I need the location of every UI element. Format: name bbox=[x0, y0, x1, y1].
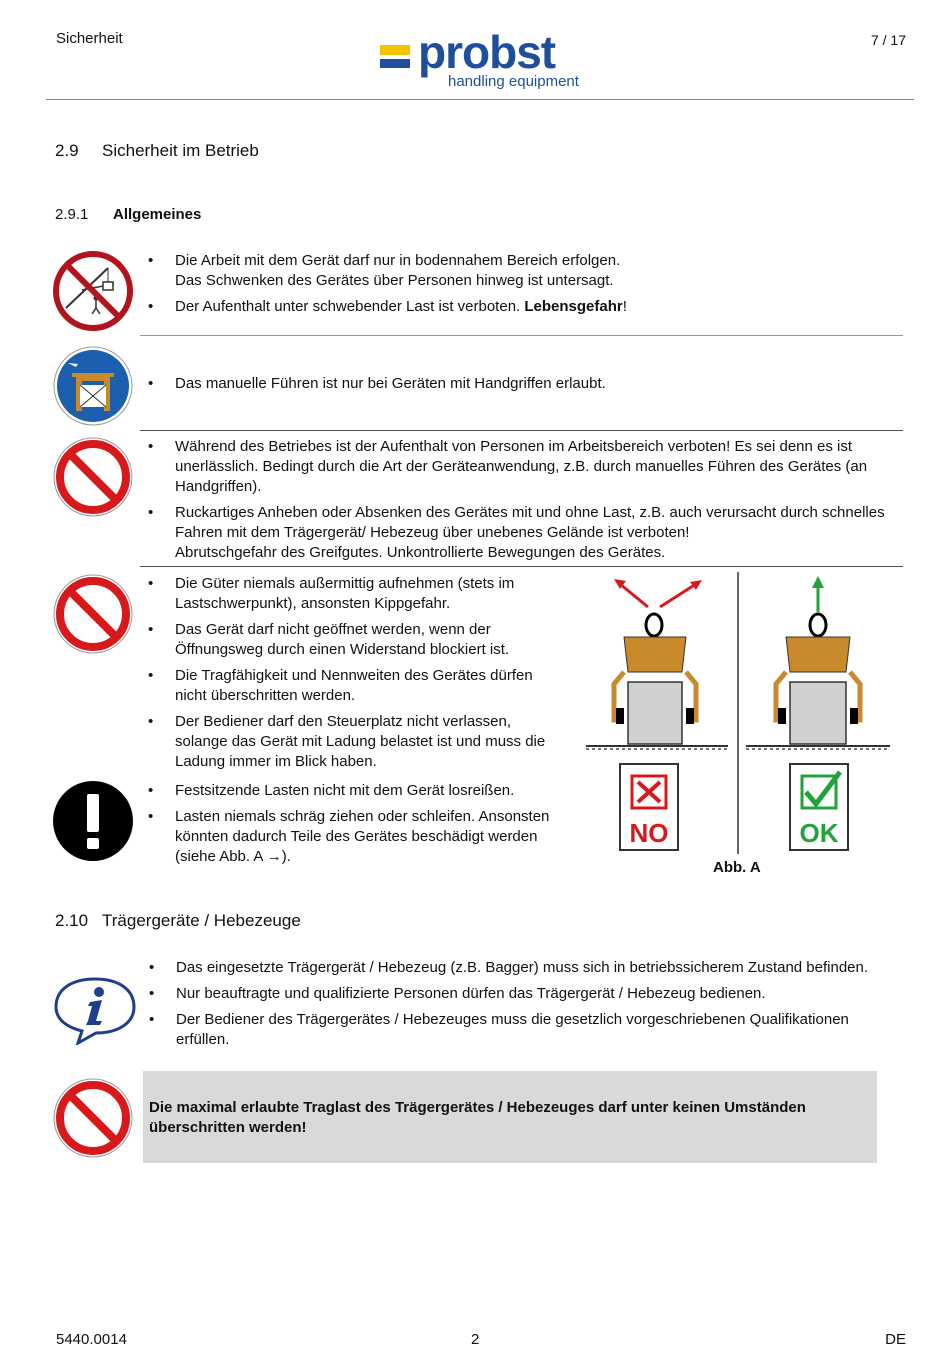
prohibition-icon bbox=[52, 436, 134, 518]
list-item: • Nur beauftragte und qualifizierte Personen dürfen das Trägergerät / Hebezeug bedienen. bbox=[146, 984, 886, 1004]
bullet-list-6 bbox=[146, 958, 886, 1056]
max-load-warning-box bbox=[143, 1071, 877, 1163]
list-item: • Während des Betriebes ist der Aufenthalt von Personen im Arbeitsbereich verboten! Es sei denn es ist unerlässlich. Bedingt durch die Art der Geräteanwendung, z.B. durch manuelles Führen des Gerätes (an Handgriffen). bbox=[145, 437, 905, 497]
list-item: • Der Bediener des Trägergerätes / Hebezeuges muss die gesetzlich vorgeschriebenen Qualifikationen erfüllen. bbox=[146, 1010, 886, 1050]
footer-language: DE bbox=[885, 1331, 906, 1348]
list-item: • Die Tragfähigkeit und Nennweiten des Gerätes dürfen nicht überschritten werden. bbox=[145, 666, 565, 706]
info-icon bbox=[52, 975, 138, 1045]
footer-chapter: 2 bbox=[471, 1331, 480, 1348]
bullet-list-4 bbox=[145, 574, 565, 778]
header-section-title: Sicherheit bbox=[56, 30, 123, 47]
list-item: • Das eingesetzte Trägergerät / Hebezeug (z.B. Bagger) muss sich in betriebssicherem Zustand befinden. bbox=[146, 958, 886, 978]
divider bbox=[140, 566, 903, 567]
page-number: 7 / 17 bbox=[870, 32, 906, 48]
prohibition-icon bbox=[52, 573, 134, 655]
list-item: • Das Gerät darf nicht geöffnet werden, wenn der Öffnungsweg durch einen Widerstand blockiert ist. bbox=[145, 620, 565, 660]
header-divider bbox=[46, 99, 914, 100]
footer-doc-number: 5440.0014 bbox=[56, 1331, 127, 1348]
list-item: • Lasten niemals schräg ziehen oder schleifen. Ansonsten könnten dadurch Teile des Gerätes beschädigt werden (siehe Abb. A →). bbox=[145, 807, 565, 867]
ok-label: OK bbox=[799, 818, 839, 848]
warning-text: Die maximal erlaubte Traglast des Trägergerätes / Hebezeuges darf unter keinen Umständen überschritten werden! bbox=[149, 1099, 806, 1136]
no-label: NO bbox=[629, 818, 669, 848]
exclamation-warning-icon bbox=[52, 780, 134, 862]
bullet-list-2 bbox=[145, 374, 885, 400]
company-logo bbox=[380, 26, 600, 95]
list-item: • Die Güter niemals außermittig aufnehmen (stets im Lastschwerpunkt), ansonsten Kippgefahr. bbox=[145, 574, 565, 614]
section-heading-2-9-1: 2.9.1 Allgemeines bbox=[55, 206, 202, 223]
logo-word: probst bbox=[418, 26, 556, 78]
list-item: • Der Aufenthalt unter schwebender Last ist verboten. Lebensgefahr! bbox=[145, 297, 885, 317]
bullet-list-5 bbox=[145, 781, 565, 873]
no-standing-under-load-icon bbox=[52, 250, 134, 332]
section-heading-2-10: 2.10 Trägergeräte / Hebezeuge bbox=[55, 911, 301, 930]
figure-caption: Abb. A bbox=[713, 859, 761, 876]
manual-guidance-mandatory-icon bbox=[52, 345, 134, 427]
list-item: • Die Arbeit mit dem Gerät darf nur in bodennahem Bereich erfolgen. Das Schwenken des Gerätes über Personen hinweg ist untersagt. bbox=[145, 251, 885, 291]
bullet-list-1 bbox=[145, 251, 885, 323]
divider bbox=[140, 430, 903, 431]
divider bbox=[140, 335, 903, 336]
prohibition-icon bbox=[52, 1077, 134, 1159]
list-item: • Das manuelle Führen ist nur bei Geräten mit Handgriffen erlaubt. bbox=[145, 374, 885, 394]
section-heading-2-9: 2.9 Sicherheit im Betrieb bbox=[55, 141, 259, 160]
figure-abb-a bbox=[578, 572, 898, 857]
logo-subtitle: handling equipment bbox=[448, 73, 579, 90]
list-item: • Ruckartiges Anheben oder Absenken des Gerätes mit und ohne Last, z.B. auch verursacht durch schnelles Fahren mit dem Trägergerät/ Hebezeug über unebenes Gelände ist verboten! Abrutschgefahr des Greifgutes. Unkontrollierte Bewegungen des Gerätes. bbox=[145, 503, 905, 563]
list-item: • Der Bediener darf den Steuerplatz nicht verlassen, solange das Gerät mit Ladung belastet ist und muss die Ladung immer im Blick haben. bbox=[145, 712, 565, 772]
list-item: • Festsitzende Lasten nicht mit dem Gerät losreißen. bbox=[145, 781, 565, 801]
bullet-list-3 bbox=[145, 437, 905, 569]
